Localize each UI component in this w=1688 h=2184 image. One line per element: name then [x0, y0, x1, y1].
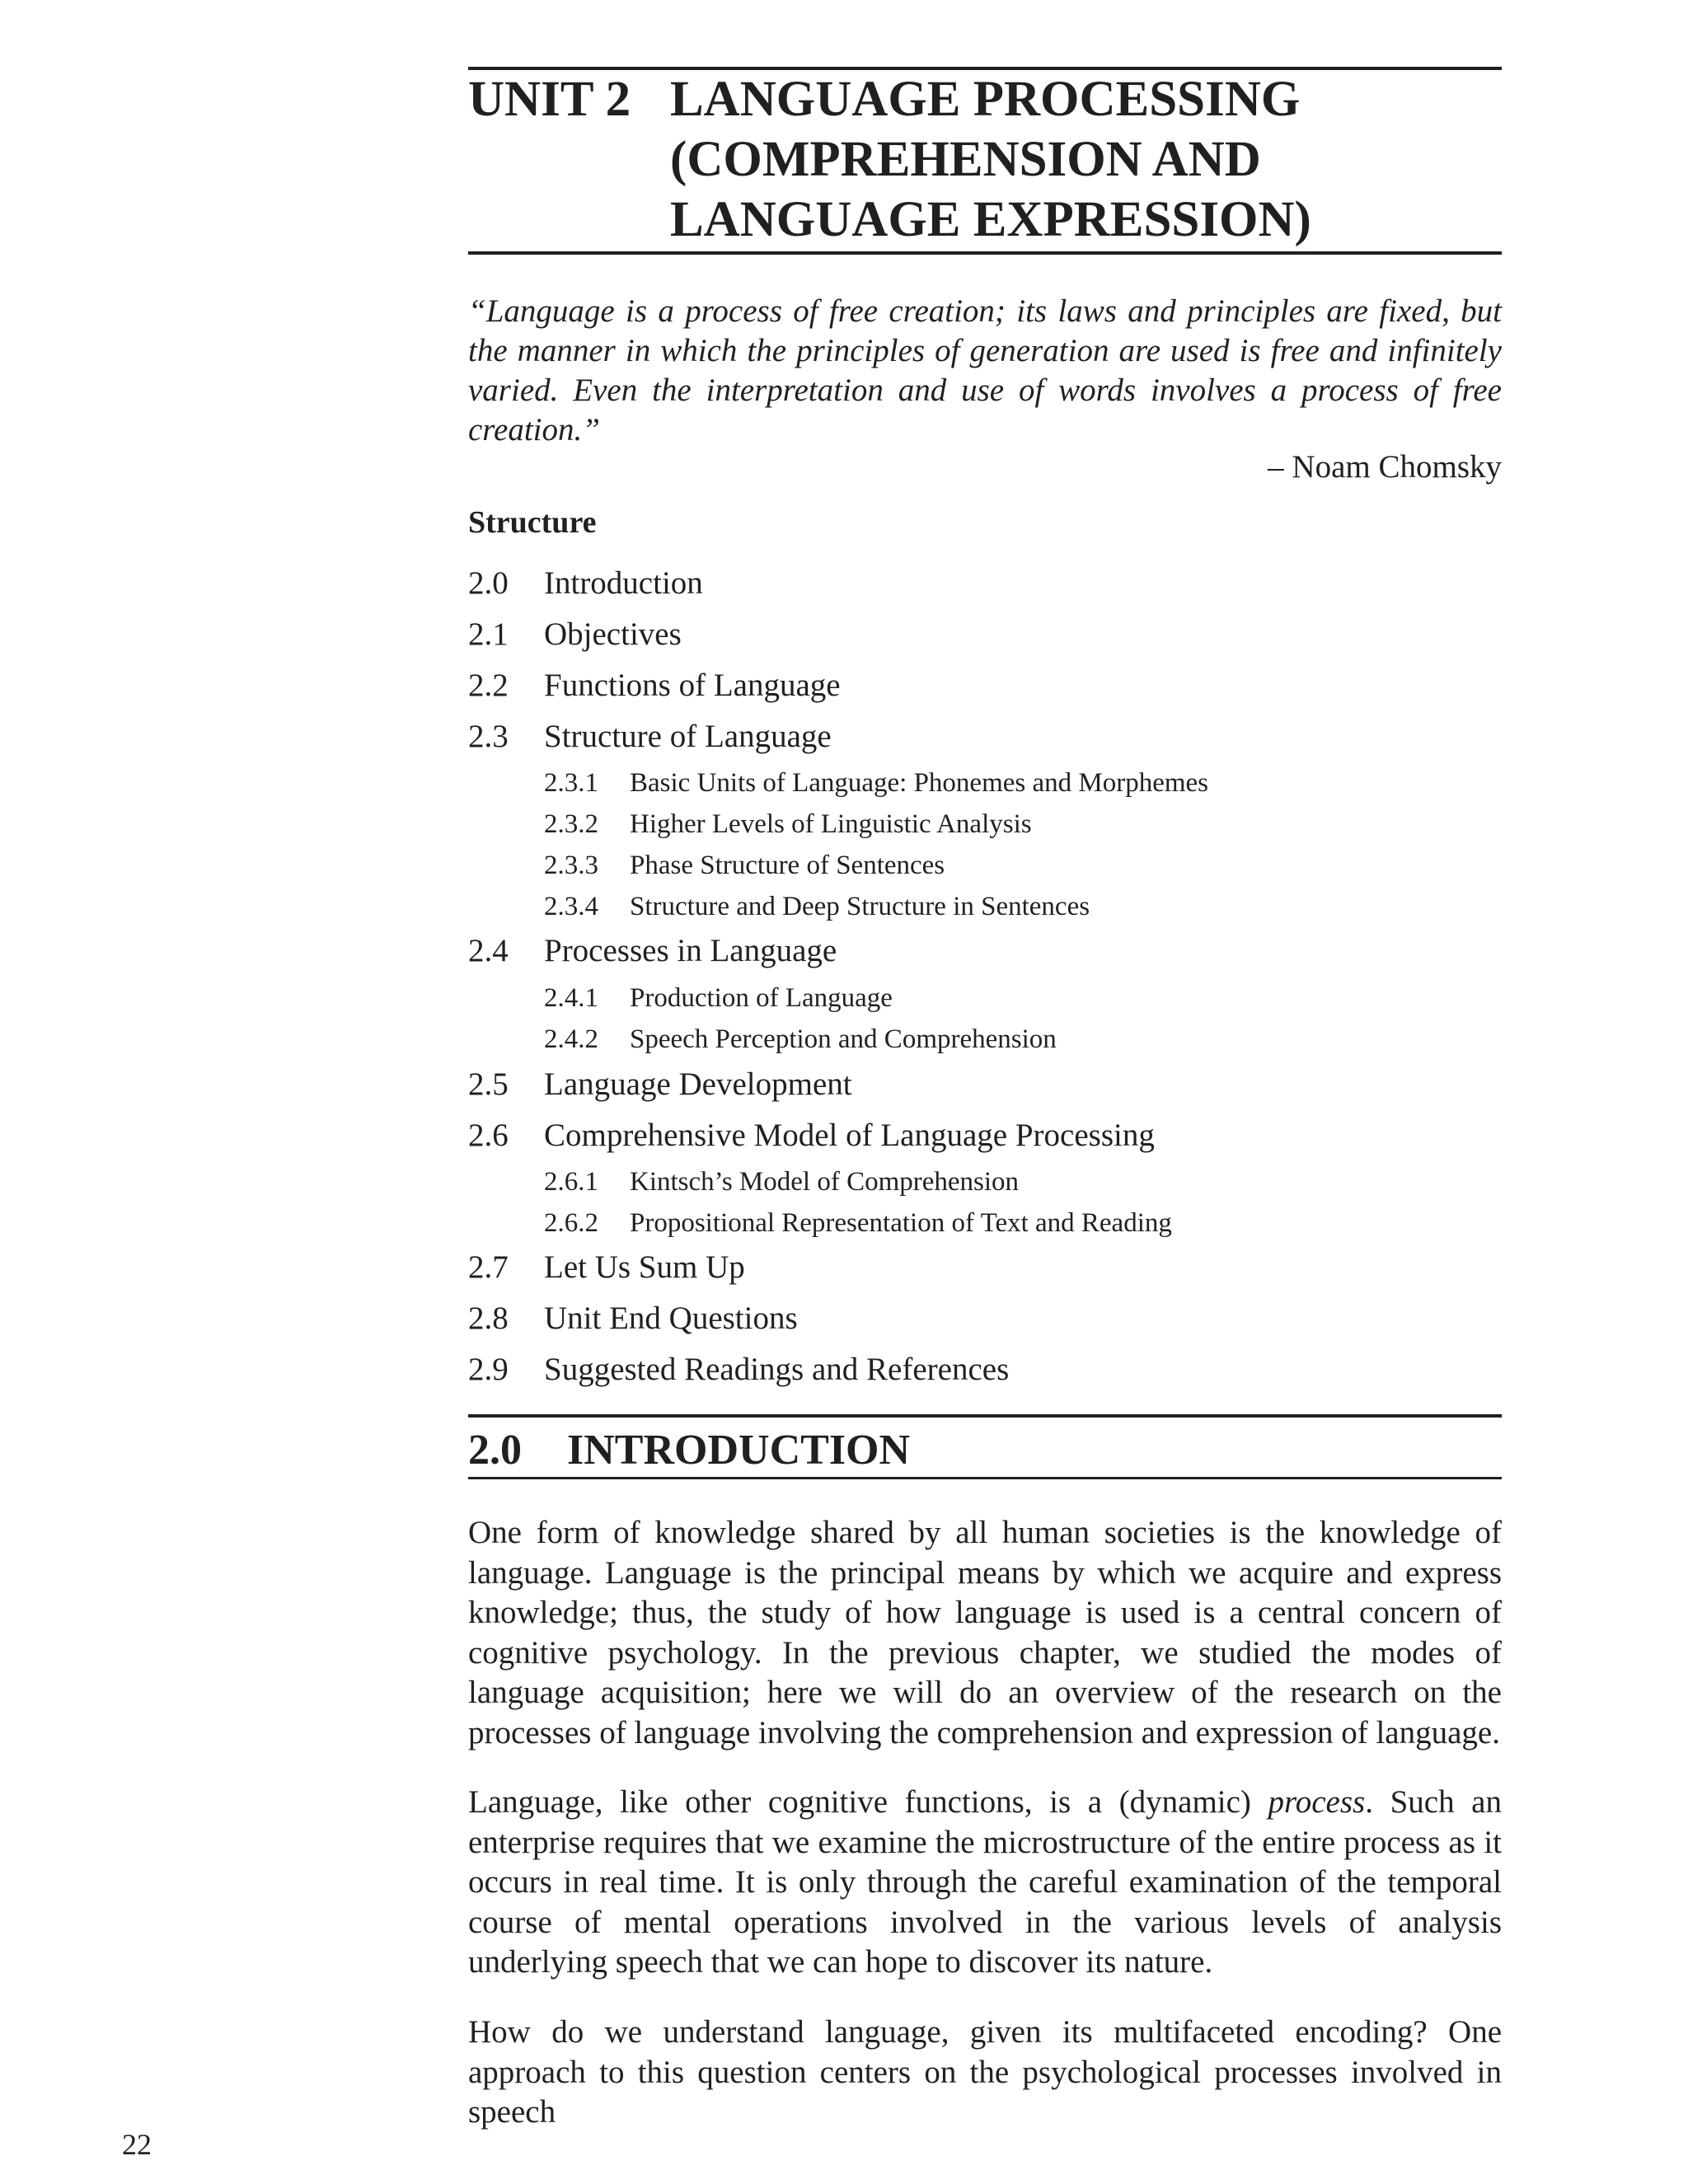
toc-label: Kintsch’s Model of Comprehension	[630, 1167, 1020, 1197]
paragraph-text: Language, like other cognitive functions, is a (dynamic)	[468, 1784, 1268, 1820]
toc-number: 2.6.1	[544, 1167, 598, 1197]
toc-number: 2.3.3	[544, 851, 598, 880]
toc-number: 2.1	[468, 616, 509, 652]
toc-label: Objectives	[544, 616, 682, 652]
paragraph: One form of knowledge shared by all human societies is the knowledge of language. Language is the principal means by which we acquire and express knowledge; thus, the study of how language is used is a central concern of cognitive psychology. In the previous chapter, we studied the modes of language acquisition; here we will do an overview of the research on the processes of language involving the comprehension and expression of language.	[468, 1515, 1502, 1750]
page-number: 22	[122, 2128, 152, 2161]
unit-title	[670, 69, 1494, 250]
quote-attribution: – Noam Chomsky	[1268, 449, 1502, 485]
toc-number: 2.6.2	[544, 1208, 598, 1238]
toc-label: Phase Structure of Sentences	[630, 851, 945, 880]
section-bottom-rule	[468, 1477, 1502, 1479]
toc-number: 2.5	[468, 1066, 509, 1102]
toc-label: Comprehensive Model of Language Processing	[544, 1118, 1155, 1153]
unit-title-line: LANGUAGE EXPRESSION)	[670, 192, 1311, 247]
emphasis-text: process	[1268, 1784, 1366, 1820]
toc-number: 2.2	[468, 668, 509, 703]
toc-label: Introduction	[544, 565, 703, 601]
section-title: INTRODUCTION	[567, 1427, 911, 1474]
toc-label: Structure and Deep Structure in Sentences	[630, 892, 1090, 921]
toc-number: 2.8	[468, 1301, 509, 1336]
paragraph-text: . Such an enterprise requires that we examine the microstructure of the entire process as it occurs in real time. It is only through the careful examination of the temporal course of mental operations involved in the various levels of analysis underlying speech that we can hope to discover its nature.	[468, 1784, 1502, 1980]
toc-label: Functions of Language	[544, 668, 841, 703]
toc-number: 2.6	[468, 1118, 509, 1153]
toc-label: Propositional Representation of Text and Reading	[630, 1208, 1172, 1238]
toc-label: Let Us Sum Up	[544, 1249, 745, 1285]
unit-title-line: LANGUAGE PROCESSING	[670, 72, 1301, 127]
toc-label: Unit End Questions	[544, 1301, 798, 1336]
toc-number: 2.4.1	[544, 983, 598, 1013]
toc-number: 2.4	[468, 933, 509, 968]
toc-number: 2.4.2	[544, 1024, 598, 1054]
toc-label: Structure of Language	[544, 719, 832, 754]
toc-label: Processes in Language	[544, 933, 837, 968]
toc-label: Production of Language	[630, 983, 893, 1013]
toc-label: Suggested Readings and References	[544, 1352, 1010, 1387]
toc-number: 2.3.4	[544, 892, 598, 921]
toc-number: 2.7	[468, 1249, 509, 1285]
toc-label: Higher Levels of Linguistic Analysis	[630, 809, 1032, 839]
toc-number: 2.3.1	[544, 768, 598, 798]
unit-number: UNIT 2	[468, 72, 631, 127]
toc-number: 2.9	[468, 1352, 509, 1387]
toc-label: Language Development	[544, 1066, 852, 1102]
paragraph: How do we understand language, given its multifaceted encoding? One approach to this question centers on the psychological processes involved in speech	[468, 2014, 1502, 2130]
structure-heading: Structure	[468, 505, 597, 540]
heading-bottom-rule	[468, 251, 1502, 255]
toc-label: Basic Units of Language: Phonemes and Morphemes	[630, 768, 1209, 798]
toc-label: Speech Perception and Comprehension	[630, 1024, 1057, 1054]
toc-number: 2.3.2	[544, 809, 598, 839]
epigraph-quote: “Language is a process of free creation; its laws and principles are fixed, but the manner in which the principles of generation are used is free and infinitely varied. Even the interpretation and use of words involves a process of free creation.”	[468, 293, 1502, 448]
unit-title-line: (COMPREHENSION AND	[670, 132, 1261, 187]
toc-number: 2.0	[468, 565, 509, 601]
paragraph	[468, 1783, 1502, 1983]
section-number: 2.0	[468, 1427, 522, 1474]
section-top-rule	[468, 1414, 1502, 1418]
toc-number: 2.3	[468, 719, 509, 754]
